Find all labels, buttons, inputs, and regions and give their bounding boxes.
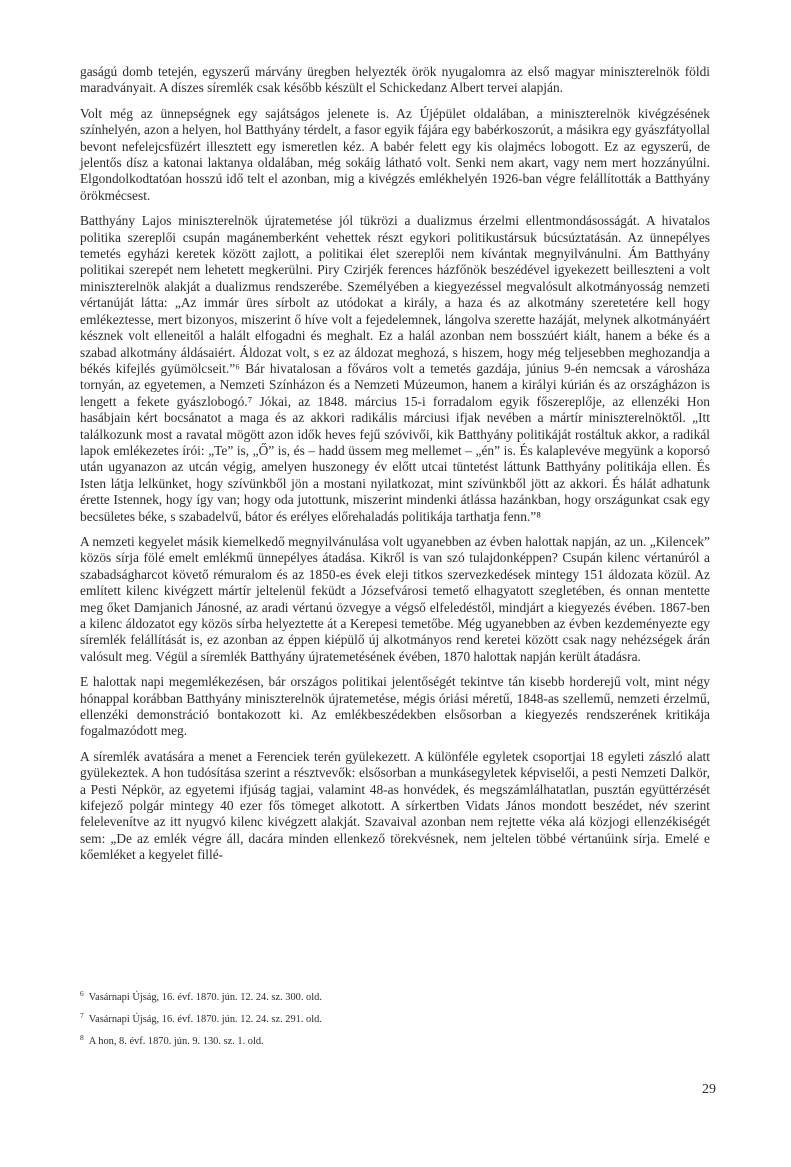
footnote-text: Vasárnapi Újság, 16. évf. 1870. jún. 12. 24. sz. 291. old.: [88, 1014, 322, 1025]
page-number: 29: [702, 1082, 716, 1097]
footnote-8: [80, 1030, 710, 1050]
footnote-number: 7: [80, 1011, 84, 1020]
paragraph-5: E halottak napi megemlékezésen, bár országos politikai jelentőségét tekintve tán kisebb horderejű volt, mint négy hónappal korábban Batthyány miniszterelnök újratemetése, mégis óriási méretű, 1848-as szellemű, nemzeti érzelmű, ellenzéki demonstráció bontakozott ki. Az emlékbeszédekben elsősorban a kiegyezés rendszerének kritikája fogalmazódott meg.: [80, 674, 710, 739]
footnote-7: [80, 1008, 710, 1028]
paragraph-1: gaságú domb tetején, egyszerű márvány üregben helyezték örök nyugalomra az első magyar miniszterelnök földi maradványait. A díszes síremlék csak később készült el Schickedanz Albert tervei alapján.: [80, 64, 710, 96]
footnote-number: 8: [80, 1033, 84, 1042]
footnote-text: A hon, 8. évf. 1870. jún. 9. 130. sz. 1. old.: [88, 1036, 264, 1047]
paragraph-4: A nemzeti kegyelet másik kiemelkedő megnyilvánulása volt ugyanebben az évben halottak napján, az un. „Kilencek” közös sírja fölé emelt emlékmű ünnepélyes átadása. Kikről is van szó tulajdonképpen? Csupán kilenc vértanúról a szabadságharcot követő rémuralom és az 1850-es évek eleji titkos szervezkedések mintegy 151 áldozata közül. Az említett kilenc kivégzett mártír jeltelenül feküdt a Józsefvárosi temető elhagyatott szegletében, és onnan mentette meg őket Damjanich Jánosné, az aradi vértanú özvegye a végső elfeledéstől, mindjárt a kiegyezés évében. 1867-ben a kilenc áldozatot egy közös sírba helyeztette át a Kerepesi temetőbe. Még ugyanebben az évben kezdeményezte egy síremlék felállítását is, ez azonban az éppen kiépülő új alkotmányos rend keretei között csak nagy nehézségek árán valósult meg. Végül a síremlék Batthyány újratemetésének évében, 1870 halottak napján került átadásra.: [80, 533, 710, 664]
paragraph-6: A síremlék avatására a menet a Ferenciek terén gyülekezett. A különféle egyletek csoportjai 18 egyleti zászló alatt gyülekeztek. A hon tudósítása szerint a résztvevők: elsősorban a munkásegyletek képviselői, a pesti Nemzeti Dalkör, a Pesti Népkör, az egyetemi ifjúság tagjai, valamint 48-as honvédek, és megszámlálhatatlan, pusztán együttérzését kifejező polgár mintegy 40 ezer fős tömeget alkotott. A sírkertben Vidats János mondott beszédet, név szerint felelevenítve az itt nyugvó kilenc kivégzett alakját. Szavaival azonban nem rejtette véka alá közjogi ellenzékiségét sem: „De az emlék végre áll, dacára minden ellenkező törekvésnek, nem jeltelen többé vértanúink sírja. Emelé e kőemléket a kegyelet fillé-: [80, 748, 710, 863]
footnote-6: [80, 986, 710, 1006]
footnote-number: 6: [80, 989, 84, 998]
body-text: [80, 64, 710, 873]
footnote-text: Vasárnapi Újság, 16. évf. 1870. jún. 12. 24. sz. 300. old.: [88, 992, 322, 1003]
paragraph-3: Batthyány Lajos miniszterelnök újratemetése jól tükrözi a dualizmus érzelmi ellentmondásosságát. A hivatalos politika szereplői csupán magánemberként vehettek részt egykori politikustársuk búcsúztatásán. Az ünnepélyes temetés egyházi keretek között zajlott, a politikai élet szereplői nem kívántak megnyilvánulni. Ám Batthyány politikai szerepét nem lehetett megkerülni. Piry Czirjék ferences házfőnök beszédével igyekezett beilleszteni a volt miniszterelnök alakját a dualizmus rendszerébe. Személyében a kiegyezéssel megvalósult alkotmányosság nemzeti vértanúját látta: „Az immár üres sírbolt az utódokat a király, a haza és az alkotmány szeretetére kell hogy emlékeztesse, mert bizonyos, miszerint ő híve volt a fejedelemnek, lángolva szerette hazáját, melynek alkotmányáért késznek volt elleneitől a halált elfogadni és meghalt. Ez a halál azonban nem bosszúért kiált, hanem a béke és a szabad alkotmány áldásaiért. Áldozat volt, s ez az áldozat meghozá, s hiszem, hogy még teljesebben meghozandja a békés kifejlés gyümölcseit.”⁶ Bár hivatalosan a főváros volt a temetés gazdája, június 9-én nemcsak a városháza tornyán, az egyetemen, a Nemzeti Színházon és a Nemzeti Múzeumon, hanem a királyi kúrián és az országházon is lengett a fekete gyászlobogó.⁷ Jókai, az 1848. március 15-i forradalom egyik főszereplője, az ellenzéki Hon hasábjain kért bocsánatot a maga és az akkori radikális márciusi ifjak nevében a mártír miniszterelnöktől. „Itt találkozunk most a ravatal mögött azon idők heves fejű szóvivői, kik Batthyány politikáját rostáltuk akkor, a radikál lapok emlékezetes írói: „Te” is, „Ő” is, és – hadd üssem meg mellemet – „én” is. És kalaplevéve megyünk a koporsó után ugyanazon az utcán végig, amelyen huszonegy év előtt utcai tüntetést láttunk Batthyány politikája ellen. És Isten látja lelkünket, hogy szívünkből jön a mostani nyilatkozat, mint szívünkből jött az akkori. És hálát adhatunk érette Istennek, hogy így van; hogy oda jutottunk, miszerint mindenki átlássa hazánkban, hogy országunkat csak egy becsületes béke, s szabadelvű, bátor és erélyes előrehaladás politikája tarthatja fenn.”⁸: [80, 213, 710, 524]
footnotes: [80, 986, 710, 1052]
paragraph-2: Volt még az ünnepségnek egy sajátságos jelenete is. Az Újépület oldalában, a miniszterelnök kivégzésének színhelyén, azon a helyen, hol Batthyány térdelt, a fasor egyik fájára egy babérkoszorút, a másikra egy gyászfátyollal bevont nefelejcsfüzért illesztett egy ismeretlen kéz. A babér felett egy kis olajmécs lobogott. Ez az egyszerű, de jelentős dísz a katonai laktanya oldalában, még sokáig látható volt. Senki nem akart, vagy nem mert hozzányúlni. Elgondolkodtatóan hosszú idő telt el azonban, mig a kivégzés emlékhelyén 1926-ban végre felállították a Batthyány örökmécsest.: [80, 105, 710, 203]
